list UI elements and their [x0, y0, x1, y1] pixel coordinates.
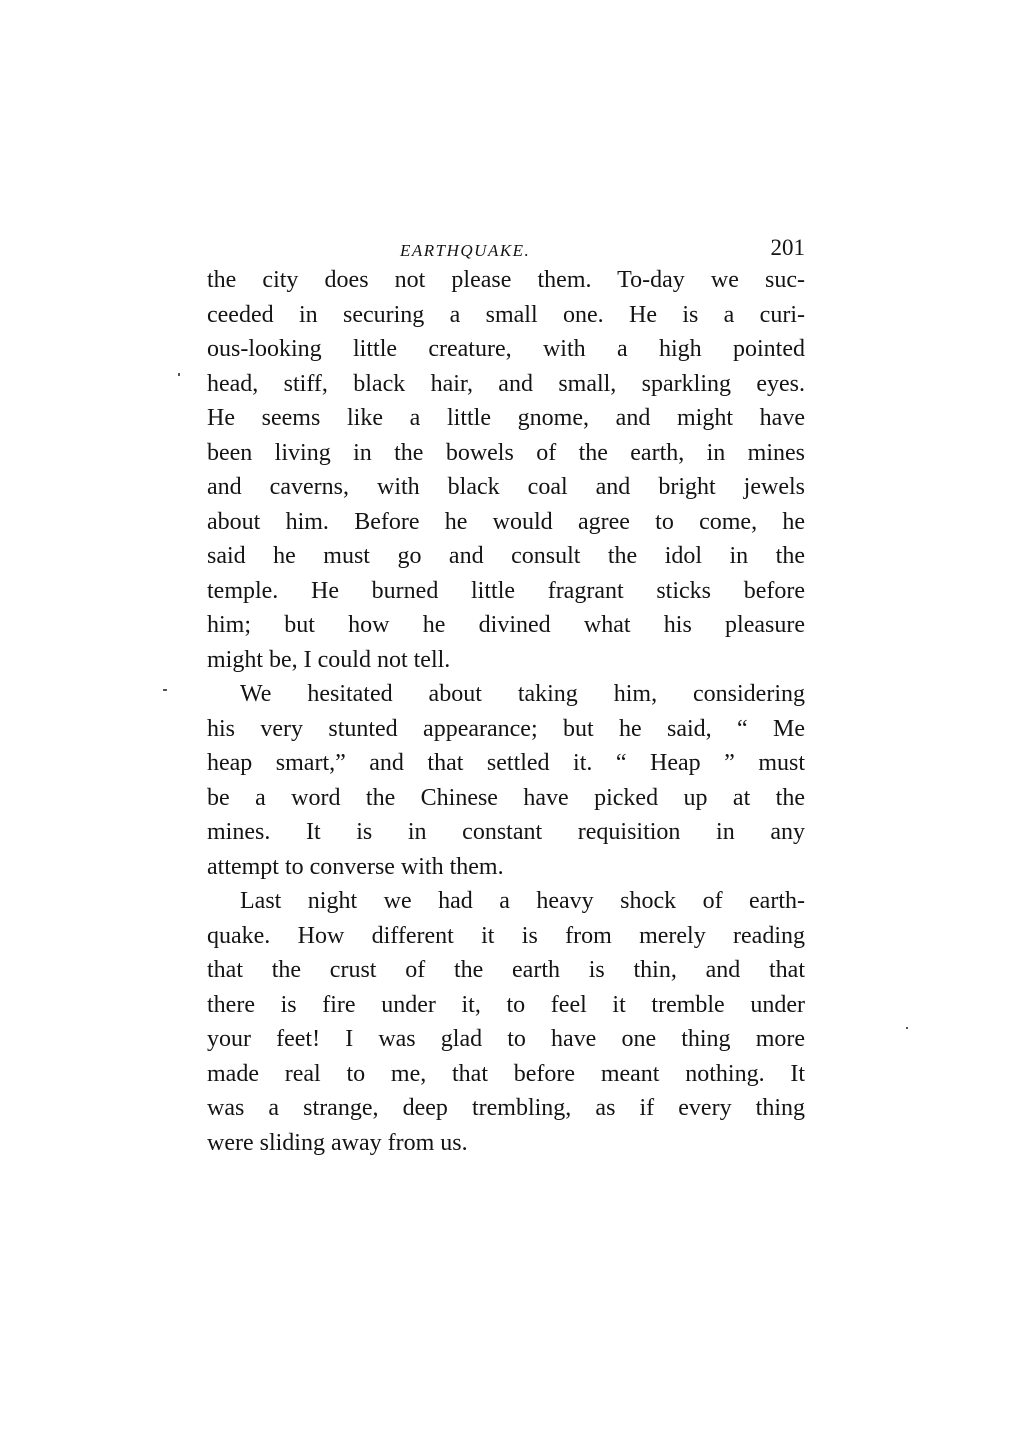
- text-line: mines. It is in constant requisition in any: [207, 819, 805, 845]
- text-line: and caverns, with black coal and bright jewels: [207, 474, 805, 500]
- text-line: We hesitated about taking him, considering: [240, 681, 805, 707]
- text-line: heap smart,” and that settled it. “ Heap ” must: [207, 750, 805, 776]
- text-line: temple. He burned little fragrant sticks before: [207, 577, 805, 604]
- text-line: ous-looking little creature, with a high pointed: [207, 336, 805, 362]
- body-text: [207, 263, 805, 1160]
- text-line: there is fire under it, to feel it tremble under: [207, 991, 805, 1018]
- text-line: might be, I could not tell.: [207, 646, 451, 673]
- text-line: him; but how he divined what his pleasure: [207, 612, 805, 638]
- text-line: head, stiff, black hair, and small, sparkling eyes.: [207, 370, 805, 397]
- text-line: quake. How different it is from merely reading: [207, 922, 805, 949]
- text-line: were sliding away from us.: [207, 1129, 468, 1156]
- scan-speck: [163, 689, 167, 691]
- scan-speck: [178, 373, 180, 376]
- text-line: be a word the Chinese have picked up at the: [207, 784, 805, 811]
- running-title: EARTHQUAKE.: [400, 241, 531, 260]
- text-line: said he must go and consult the idol in the: [207, 543, 805, 569]
- text-line: was a strange, deep trembling, as if every thing: [207, 1095, 805, 1121]
- text-line: ceeded in securing a small one. He is a curi-: [207, 301, 805, 328]
- text-line: your feet! I was glad to have one thing more: [207, 1026, 805, 1052]
- text-line: He seems like a little gnome, and might have: [207, 405, 805, 431]
- text-line: that the crust of the earth is thin, and that: [207, 957, 805, 983]
- text-line: his very stunted appearance; but he said, “ Me: [207, 715, 805, 742]
- text-line: been living in the bowels of the earth, in mines: [207, 439, 805, 466]
- page-number: 201: [770, 235, 805, 260]
- text-line: about him. Before he would agree to come, he: [207, 508, 805, 535]
- text-line: attempt to converse with them.: [207, 853, 504, 880]
- text-line: the city does not please them. To-day we suc-: [207, 267, 805, 293]
- text-line: made real to me, that before meant nothing. It: [207, 1060, 805, 1087]
- text-line: Last night we had a heavy shock of earth-: [240, 888, 805, 914]
- scan-speck: [906, 1027, 908, 1029]
- running-head: [207, 236, 805, 266]
